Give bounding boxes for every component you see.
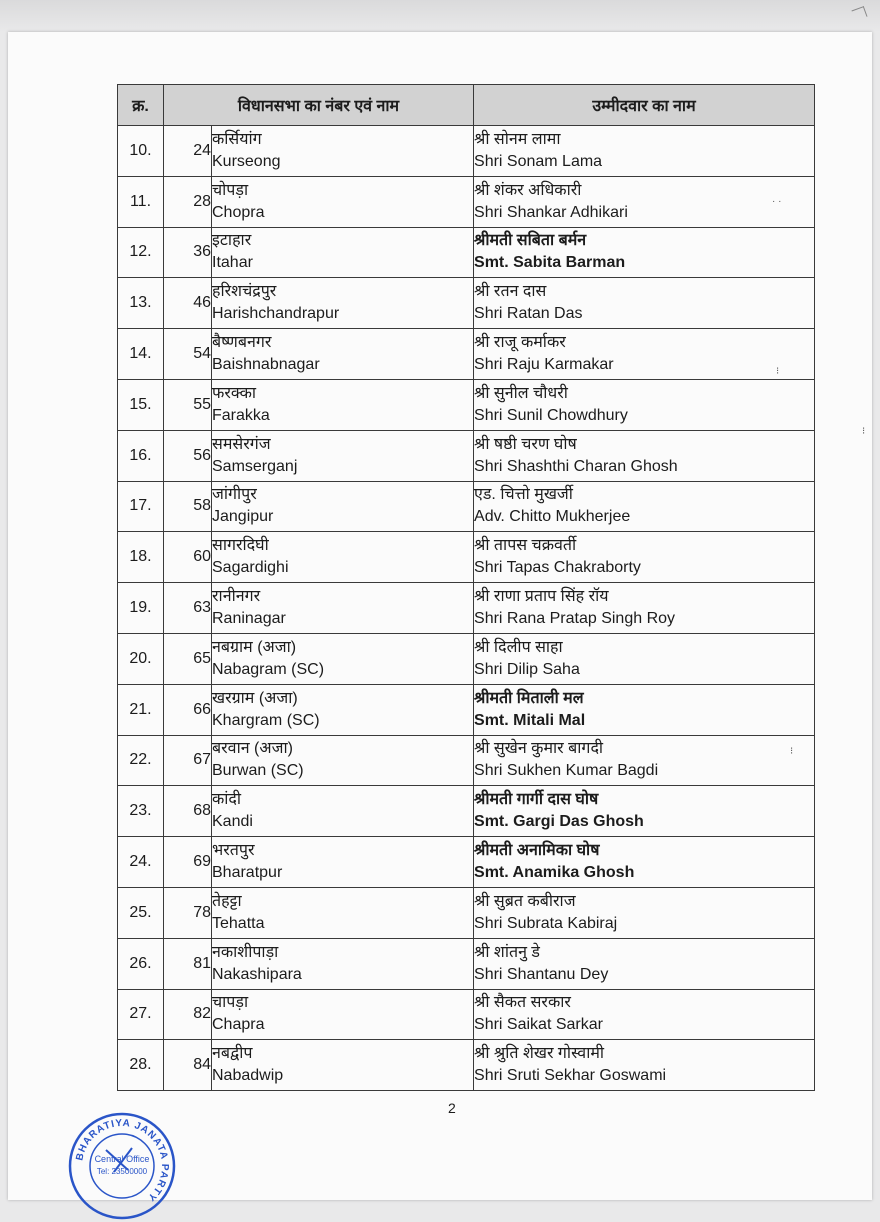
constituency-name-hindi: कांदी [212,791,242,809]
scan-speck: ⁝ [862,426,866,437]
constituency-number: 36 [164,227,212,278]
candidate-name-hindi: श्री राजू कर्माकर [474,334,566,352]
row-serial: 24. [118,837,164,888]
constituency-name-hindi: नबग्राम (अजा) [212,638,297,656]
scan-speck: ⁝ [776,366,780,377]
candidate-name [474,583,815,634]
table-row [118,989,815,1040]
candidate-name-english: Shri Saikat Sarkar [474,1016,603,1034]
candidate-name [474,430,815,481]
constituency-name [212,227,474,278]
row-serial: 22. [118,735,164,786]
constituency-number: 81 [164,938,212,989]
constituency-name [212,735,474,786]
constituency-name-english: Samserganj [212,457,298,475]
candidate-name-english: Smt. Mitali Mal [474,711,586,729]
table-row [118,379,815,430]
candidate-name-english: Smt. Anamika Ghosh [474,864,635,882]
seal-outer-ring [70,1114,174,1218]
constituency-name-hindi: फरक्का [212,384,257,402]
constituency-name-hindi: रानीनगर [212,588,261,606]
constituency-name [212,176,474,227]
constituency-name-english: Kurseong [212,152,281,170]
constituency-number: 28 [164,176,212,227]
candidate-name-hindi: श्री तापस चक्रवर्ती [474,537,577,555]
constituency-name [212,278,474,329]
candidate-name-english: Shri Raju Karmakar [474,356,614,374]
constituency-name-hindi: नबद्वीप [212,1045,253,1063]
constituency-name-hindi: इटाहार [212,232,252,250]
constituency-name-hindi: बरवान (अजा) [212,740,293,758]
constituency-number: 58 [164,481,212,532]
table-row [118,227,815,278]
row-serial: 21. [118,684,164,735]
constituency-number: 84 [164,1040,212,1091]
constituency-name-hindi: कर्सियांग [212,130,262,148]
row-serial: 23. [118,786,164,837]
constituency-number: 65 [164,633,212,684]
constituency-name [212,430,474,481]
candidate-name [474,786,815,837]
row-serial: 14. [118,329,164,380]
constituency-name-hindi: हरिशचंद्रपुर [212,283,277,301]
row-serial: 26. [118,938,164,989]
constituency-name-hindi: बैष्णबनगर [212,334,272,352]
candidate-name-english: Shri Sonam Lama [474,152,603,170]
constituency-number: 67 [164,735,212,786]
candidate-name-english: Smt. Gargi Das Ghosh [474,813,644,831]
row-serial: 13. [118,278,164,329]
header-serial: क्र. [118,85,164,126]
constituency-number: 54 [164,329,212,380]
candidate-name [474,1040,815,1091]
candidate-name-hindi: एड. चित्तो मुखर्जी [474,486,573,504]
scan-speck: ⁝ [790,746,794,757]
constituency-name [212,379,474,430]
table-row [118,887,815,938]
candidate-name-hindi: श्री शांतनु डे [474,943,540,961]
row-serial: 28. [118,1040,164,1091]
table-row [118,735,815,786]
candidate-name-hindi: श्रीमती गार्गी दास घोष [474,791,599,809]
seal-line1: Central Office [94,1154,150,1164]
candidate-name-hindi: श्री शंकर अधिकारी [474,181,582,199]
constituency-name [212,126,474,177]
row-serial: 11. [118,176,164,227]
constituency-name-hindi: भरतपुर [212,842,255,860]
seal-line2: Tel: 23500000 [96,1167,148,1176]
candidate-name-hindi: श्री श्रुति शेखर गोस्वामी [474,1045,605,1063]
constituency-number: 68 [164,786,212,837]
candidate-name-english: Shri Dilip Saha [474,660,580,678]
table-row [118,481,815,532]
candidate-name-hindi: श्रीमती मिताली मल [474,689,584,707]
constituency-name-english: Jangipur [212,508,274,526]
constituency-name-hindi: चापड़ा [212,994,249,1012]
constituency-name-hindi: तेहट्टा [212,892,242,910]
candidate-name-english: Shri Tapas Chakraborty [474,559,641,577]
constituency-name-hindi: समसेरगंज [212,435,271,453]
candidate-name [474,126,815,177]
table-row [118,329,815,380]
constituency-name-english: Raninagar [212,610,286,628]
constituency-name-english: Nakashipara [212,965,302,983]
constituency-name [212,684,474,735]
constituency-name [212,989,474,1040]
candidate-name-hindi: श्री सुखेन कुमार बागदी [474,740,604,758]
constituency-number: 24 [164,126,212,177]
row-serial: 12. [118,227,164,278]
candidate-name [474,887,815,938]
row-serial: 27. [118,989,164,1040]
candidate-name-english: Shri Shankar Adhikari [474,203,628,221]
constituency-name-english: Nabagram (SC) [212,660,325,678]
constituency-number: 60 [164,532,212,583]
candidate-name-english: Shri Ratan Das [474,305,583,323]
constituency-name-hindi: खरग्राम (अजा) [212,689,298,707]
constituency-name-english: Burwan (SC) [212,762,304,780]
constituency-name [212,583,474,634]
candidate-name [474,481,815,532]
constituency-name-english: Bharatpur [212,864,283,882]
row-serial: 15. [118,379,164,430]
candidate-name [474,989,815,1040]
table-row [118,430,815,481]
constituency-name-english: Harishchandrapur [212,305,340,323]
candidate-name [474,735,815,786]
constituency-name [212,481,474,532]
table-row [118,532,815,583]
constituency-name-hindi: नकाशीपाड़ा [212,943,279,961]
constituency-name-hindi: जांगीपुर [212,486,257,504]
candidate-name-hindi: श्री सुनील चौधरी [474,384,568,402]
scan-top-edge [0,0,880,32]
candidate-name [474,227,815,278]
constituency-name-hindi: सागरदिघी [212,537,269,555]
header-candidate: उम्मीदवार का नाम [474,85,815,126]
candidate-name-hindi: श्री सैकत सरकार [474,994,571,1012]
row-serial: 17. [118,481,164,532]
page-number: 2 [448,1100,456,1116]
constituency-name [212,532,474,583]
scan-speck: · · [772,196,782,207]
party-seal [66,1110,178,1222]
candidate-name-hindi: श्री सुब्रत कबीराज [474,892,576,910]
row-serial: 10. [118,126,164,177]
constituency-name-english: Nabadwip [212,1067,284,1085]
candidate-name [474,176,815,227]
candidate-name [474,633,815,684]
candidate-name-english: Shri Sukhen Kumar Bagdi [474,762,659,780]
candidate-name-hindi: श्रीमती अनामिका घोष [474,842,600,860]
candidate-name-hindi: श्री राणा प्रताप सिंह रॉय [474,588,609,606]
table-row [118,938,815,989]
constituency-name-english: Chopra [212,203,265,221]
constituency-name-english: Sagardighi [212,559,289,577]
constituency-number: 46 [164,278,212,329]
constituency-name [212,938,474,989]
constituency-number: 66 [164,684,212,735]
constituency-name [212,329,474,380]
constituency-name-english: Itahar [212,254,253,272]
candidate-name [474,837,815,888]
candidate-name [474,684,815,735]
table-row [118,126,815,177]
candidate-name-english: Shri Sruti Sekhar Goswami [474,1067,667,1085]
candidate-name-hindi: श्रीमती सबिता बर्मन [474,232,587,250]
row-serial: 25. [118,887,164,938]
candidate-name [474,329,815,380]
table-row [118,633,815,684]
candidate-name-english: Smt. Sabita Barman [474,254,626,272]
seal-ring-text: BHARATIYA JANATA PARTY [74,1117,171,1204]
constituency-number: 63 [164,583,212,634]
constituency-name-hindi: चोपड़ा [212,181,249,199]
seal-inner-ring [90,1134,154,1198]
constituency-name-english: Farakka [212,406,270,424]
header-constituency: विधानसभा का नंबर एवं नाम [164,85,474,126]
candidate-name-english: Adv. Chitto Mukherjee [474,508,631,526]
row-serial: 20. [118,633,164,684]
constituency-name [212,837,474,888]
constituency-number: 56 [164,430,212,481]
constituency-number: 69 [164,837,212,888]
constituency-name [212,887,474,938]
table-row [118,278,815,329]
constituency-name-english: Kandi [212,813,253,831]
candidate-name-hindi: श्री सोनम लामा [474,130,561,148]
constituency-name-english: Baishnabnagar [212,356,320,374]
candidate-name-english: Shri Sunil Chowdhury [474,406,628,424]
table-row [118,684,815,735]
candidate-name [474,938,815,989]
candidate-name-hindi: श्री दिलीप साहा [474,638,563,656]
row-serial: 19. [118,583,164,634]
table-row [118,176,815,227]
candidate-name [474,379,815,430]
row-serial: 16. [118,430,164,481]
candidate-name-english: Shri Rana Pratap Singh Roy [474,610,676,628]
table-row [118,837,815,888]
row-serial: 18. [118,532,164,583]
candidate-name-hindi: श्री षष्ठी चरण घोष [474,435,577,453]
table-row [118,786,815,837]
candidate-name-english: Shri Shantanu Dey [474,965,609,983]
constituency-name [212,1040,474,1091]
constituency-number: 78 [164,887,212,938]
table-header-row [118,85,815,126]
constituency-name-english: Chapra [212,1016,265,1034]
constituency-name-english: Tehatta [212,914,265,932]
candidate-name-hindi: श्री रतन दास [474,283,547,301]
table-row [118,583,815,634]
constituency-name [212,633,474,684]
constituency-number: 82 [164,989,212,1040]
constituency-name [212,786,474,837]
table-row [118,1040,815,1091]
constituency-name-english: Khargram (SC) [212,711,320,729]
constituency-number: 55 [164,379,212,430]
candidate-table [117,84,815,1091]
candidate-name-english: Shri Subrata Kabiraj [474,914,618,932]
candidate-name [474,278,815,329]
candidate-name-english: Shri Shashthi Charan Ghosh [474,457,678,475]
candidate-name [474,532,815,583]
